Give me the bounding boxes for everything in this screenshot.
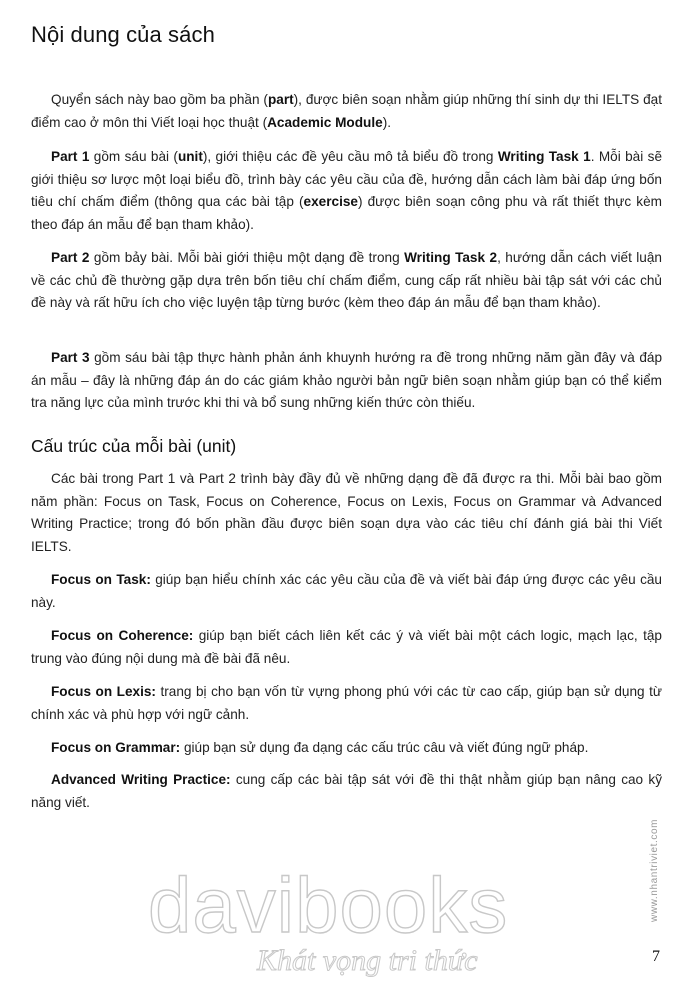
part1-paragraph	[31, 146, 662, 236]
watermark-brand: davibooks	[148, 861, 509, 949]
intro-bold-academic: Academic Module	[267, 114, 383, 130]
part1-text: ), giới thiệu các đề yêu cầu mô tả biểu đồ trong	[202, 149, 498, 164]
publisher-url: www.nhantriviet.com	[649, 818, 660, 922]
watermark-slogan: Khát vọng tri thức	[257, 944, 478, 977]
part1-text: gồm sáu bài (	[89, 149, 178, 164]
part1-bold-exercise: exercise	[303, 194, 358, 210]
part1-text: . Mỗi bài sẽ giới thiệu sơ lược một loại biểu đồ, trình bày các yêu cầu của đề, hướng dẫn cách làm bài đáp ứng bốn tiêu chí chấm điểm (thông qua các bài tập (	[31, 149, 662, 210]
part3-text: gồm sáu bài tập thực hành phản ánh khuynh hướng ra đề trong những năm gần đây và đáp án mẫu – đây là những đáp án do các giám khảo người bản ngữ biên soạn nhằm giúp bạn có thể kiểm tra năng lực của mình trước khi thi và bổ sung những kiến thức còn thiếu.	[31, 350, 662, 411]
part1-text: ) được biên soạn công phu và rất thiết thực kèm theo đáp án mẫu để bạn tham khảo).	[31, 194, 662, 232]
structure-text: Các bài trong Part 1 và Part 2 trình bày đầy đủ về những dạng đề đã được ra thi. Mỗi bài bao gồm năm phần: Focus on Task, Focus on Coherence, Focus on Lexis, Focus on Grammar và Advanced Writing Practice; trong đó bốn phần đầu được biên soạn dựa vào các tiêu chí đánh giá bài thi Viết IELTS.	[31, 471, 662, 554]
intro-text: Quyển sách này bao gồm ba phần (	[51, 92, 268, 107]
focus-lexis-label: Focus on Lexis:	[51, 684, 156, 699]
part1-bold-unit: unit	[177, 149, 203, 164]
part2-bold-task: Writing Task 2	[404, 250, 498, 265]
focus-coherence-label: Focus on Coherence:	[51, 628, 194, 643]
intro-text: ).	[382, 114, 391, 130]
structure-heading: Cấu trúc của mỗi bài (unit)	[31, 436, 237, 456]
focus-task-label: Focus on Task:	[51, 572, 151, 587]
davibooks-watermark	[130, 860, 610, 990]
part3-paragraph	[31, 347, 662, 415]
advanced-practice-label: Advanced Writing Practice:	[51, 772, 231, 787]
part1-bold-task: Writing Task 1	[497, 149, 591, 164]
focus-coherence-paragraph	[31, 625, 662, 670]
focus-task-paragraph	[31, 569, 662, 614]
focus-lexis-paragraph	[31, 681, 662, 726]
advanced-practice-paragraph	[31, 769, 662, 814]
part2-text: gồm bảy bài. Mỗi bài giới thiệu một dạng đề trong	[89, 250, 405, 265]
focus-grammar-paragraph	[31, 737, 662, 760]
intro-paragraph	[31, 89, 662, 134]
part2-label: Part 2	[51, 250, 90, 265]
structure-paragraph	[31, 468, 662, 558]
focus-grammar-label: Focus on Grammar:	[51, 740, 181, 755]
part2-text: , hướng dẫn cách viết luận về các chủ đề thường gặp dựa trên bốn tiêu chí chấm điểm, cung cấp rất nhiều bài tập sát với các chủ đề này và rất hữu ích cho việc luyện tập từng bước (kèm theo đáp án mẫu để bạn tham khảo).	[31, 250, 662, 311]
focus-coherence-text: giúp bạn biết cách liên kết các ý và viết bài một cách logic, mạch lạc, tập trung vào đúng nội dung mà đề bài đã nêu.	[31, 628, 662, 666]
advanced-practice-text: cung cấp các bài tập sát với đề thi thật nhằm giúp bạn nâng cao kỹ năng viết.	[31, 772, 663, 810]
page-title: Nội dung của sách	[31, 22, 215, 47]
focus-task-text: giúp bạn hiểu chính xác các yêu cầu của đề và viết bài đáp ứng được các yêu cầu này.	[31, 572, 662, 610]
intro-bold-part: part	[267, 92, 294, 107]
focus-lexis-text: trang bị cho bạn vốn từ vựng phong phú với các từ cao cấp, giúp bạn sử dụng từ chính xác và phù hợp với ngữ cảnh.	[31, 684, 663, 722]
part2-paragraph	[31, 247, 662, 315]
page-number: 7	[652, 948, 660, 965]
focus-grammar-text: giúp bạn sử dụng đa dạng các cấu trúc câu và viết đúng ngữ pháp.	[180, 740, 589, 755]
part1-label: Part 1	[51, 149, 90, 164]
intro-text: ), được biên soạn nhằm giúp những thí sinh dự thi IELTS đạt điểm cao ở môn thi Viết loại học thuật (	[31, 92, 662, 130]
part3-label: Part 3	[51, 350, 90, 365]
